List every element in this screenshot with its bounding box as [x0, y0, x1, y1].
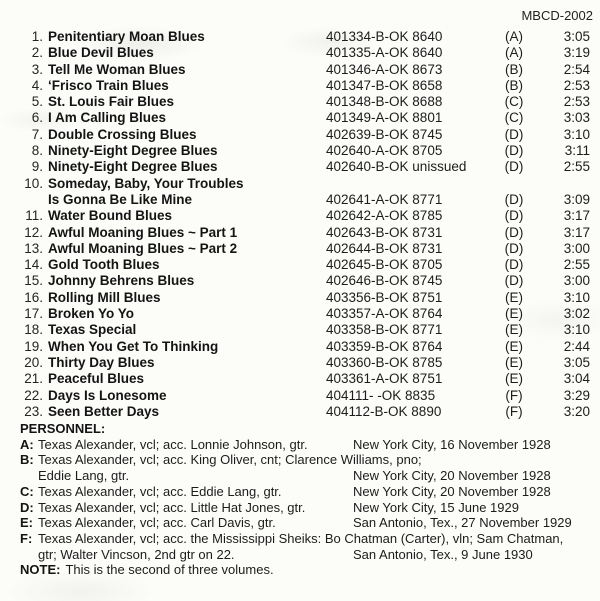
track-title: Days Is Lonesome [48, 387, 167, 403]
personnel-line [20, 531, 598, 547]
track-title-line1: Someday, Baby, Your Troubles [48, 175, 244, 191]
personnel-text: Texas Alexander, vcl; acc. the Mississippi Sheiks: Bo Chatman (Carter), vln; Sam Chatman, [38, 530, 564, 546]
track-duration: 2:54 [563, 61, 590, 77]
track-number: 11. [25, 208, 43, 224]
personnel-section [20, 421, 598, 578]
track-matrix-number: 402640-B-OK unissued [326, 159, 467, 175]
track-title [43, 176, 326, 209]
track-title: Double Crossing Blues [48, 126, 197, 142]
personnel-text: Eddie Lang, gtr. [38, 468, 130, 484]
personnel-line [20, 437, 598, 453]
track-title: Ninety-Eight Degree Blues [48, 143, 218, 159]
track-row [0, 78, 590, 94]
track-number: 16. [24, 289, 43, 305]
track-session-letter: (B) [505, 77, 523, 93]
personnel-line [20, 500, 598, 516]
track-title: Peaceful Blues [48, 371, 145, 387]
track-duration: 3:00 [563, 273, 590, 289]
track-matrix-number: 403358-B-OK 8771 [326, 322, 443, 338]
track-duration: 3:00 [563, 240, 590, 256]
track-duration: 3:11 [564, 143, 590, 159]
personnel-line [20, 452, 598, 468]
track-number: 3. [31, 61, 43, 77]
track-duration: 2:53 [563, 94, 590, 110]
track-duration: 3:17 [563, 208, 590, 224]
track-number: 6. [31, 110, 43, 126]
track-number: 18. [24, 322, 43, 338]
track-number: 5. [31, 94, 43, 110]
track-session-letter: (D) [504, 159, 524, 175]
session-date: San Antonio, Tex., 9 June 1930 [353, 546, 533, 562]
track-number: 2. [31, 45, 43, 61]
personnel-line [20, 484, 598, 500]
personnel-heading: PERSONNEL: [20, 421, 106, 436]
track-duration: 3:10 [563, 322, 590, 338]
track-matrix-number: 402646-B-OK 8745 [326, 273, 443, 289]
track-title: ‘Frisco Train Blues [48, 77, 169, 93]
session-letter-label: F: [20, 530, 33, 546]
track-duration: 3:17 [563, 224, 590, 240]
track-row [0, 371, 590, 387]
personnel-text: Texas Alexander, vcl; acc. Lonnie Johnson, gtr. [38, 436, 308, 452]
track-row [0, 257, 590, 273]
track-duration: 3:09 [563, 191, 590, 207]
track-session-letter: (E) [505, 371, 523, 387]
track-matrix-number: 403359-B-OK 8764 [326, 338, 443, 354]
track-number: 22. [24, 387, 43, 403]
personnel-entries [20, 437, 598, 563]
track-session-letter: (E) [505, 306, 523, 322]
track-row [0, 273, 590, 289]
track-duration: 3:29 [563, 387, 590, 403]
track-number: 21. [24, 371, 43, 387]
track-session-letter: (E) [505, 322, 523, 338]
track-row [0, 355, 590, 371]
track-title-line2: Is Gonna Be Like Mine [48, 191, 193, 207]
track-duration: 2:55 [563, 257, 590, 273]
track-title: St. Louis Fair Blues [48, 94, 175, 110]
session-letter-label: D: [20, 499, 34, 515]
track-row [0, 306, 590, 322]
track-row [0, 225, 590, 241]
track-matrix-number: 402644-B-OK 8731 [326, 240, 443, 256]
track-duration: 2:53 [563, 77, 590, 93]
session-date: New York City, 16 November 1928 [353, 436, 551, 452]
track-matrix-number: 403356-B-OK 8751 [326, 289, 443, 305]
catalog-number: MBCD-2002 [521, 8, 593, 23]
track-session-letter: (B) [505, 61, 523, 77]
track-title: Gold Tooth Blues [48, 257, 160, 273]
track-matrix-number: 403361-A-OK 8751 [326, 371, 443, 387]
track-number: 1. [31, 29, 43, 44]
track-row [0, 388, 590, 404]
track-matrix-number: 401335-A-OK 8640 [326, 45, 443, 61]
track-matrix-number: 401349-A-OK 8801 [326, 110, 443, 126]
track-session-letter: (F) [505, 387, 523, 403]
track-session-letter: (D) [504, 126, 524, 142]
track-title: Seen Better Days [48, 403, 160, 419]
track-duration: 3:10 [563, 126, 590, 142]
track-duration: 3:05 [563, 354, 590, 370]
track-title: Johnny Behrens Blues [48, 273, 195, 289]
track-matrix-number: 402643-B-OK 8731 [326, 224, 443, 240]
track-number: 7. [31, 126, 43, 142]
track-duration: 2:55 [563, 159, 590, 175]
track-title: Water Bound Blues [48, 208, 173, 224]
track-duration: 3:05 [563, 29, 590, 44]
track-number: 20. [24, 354, 43, 370]
session-letter-label: E: [20, 515, 33, 531]
track-row [0, 159, 590, 175]
track-session-letter: (D) [504, 208, 524, 224]
track-session-letter: (E) [505, 338, 523, 354]
track-title: Rolling Mill Blues [48, 289, 161, 305]
track-row [0, 322, 590, 338]
note-line [20, 562, 598, 578]
track-number: 4. [31, 77, 43, 93]
track-duration: 3:02 [563, 306, 590, 322]
track-matrix-number: 403357-A-OK 8764 [326, 306, 443, 322]
track-row [0, 404, 590, 420]
track-matrix-number: 404111- -OK 8835 [326, 387, 436, 403]
track-session-letter: (E) [505, 354, 523, 370]
track-row [0, 94, 590, 110]
track-session-letter: (D) [504, 143, 524, 159]
track-title: Penitentiary Moan Blues [48, 29, 205, 44]
track-session-letter: (E) [505, 289, 523, 305]
track-matrix-number: 402645-B-OK 8705 [326, 257, 443, 273]
personnel-text: Texas Alexander, vcl; acc. Little Hat Jones, gtr. [38, 499, 306, 515]
track-title: Tell Me Woman Blues [48, 61, 186, 77]
track-session-letter: (D) [504, 273, 524, 289]
track-duration: 3:10 [563, 289, 590, 305]
track-row [0, 29, 590, 45]
track-number: 23. [24, 403, 43, 419]
track-number: 14. [24, 257, 43, 273]
track-number: 15. [24, 273, 43, 289]
track-row [0, 176, 590, 209]
track-matrix-number: 401347-B-OK 8658 [326, 77, 443, 93]
note-label: NOTE: [20, 562, 61, 578]
track-title: Broken Yo Yo [48, 306, 135, 322]
personnel-line [20, 468, 598, 484]
personnel-line [20, 515, 598, 531]
track-title: I Am Calling Blues [48, 110, 167, 126]
track-row [0, 127, 590, 143]
track-title: Blue Devil Blues [48, 45, 154, 61]
personnel-text: Texas Alexander, vcl; acc. Eddie Lang, gtr. [38, 483, 282, 499]
track-number: 9. [31, 159, 43, 175]
track-matrix-number: 404112-B-OK 8890 [326, 403, 442, 419]
track-number: 8. [31, 143, 43, 159]
track-title: Awful Moaning Blues ~ Part 2 [48, 240, 238, 256]
track-session-letter: (F) [505, 403, 523, 419]
track-row [0, 290, 590, 306]
personnel-line [20, 547, 598, 563]
track-number: 19. [24, 338, 43, 354]
track-session-letter: (D) [504, 257, 524, 273]
track-number: 17. [24, 306, 43, 322]
personnel-text: Texas Alexander, vcl; acc. Carl Davis, gtr. [38, 515, 276, 531]
session-date: New York City, 15 June 1929 [353, 499, 519, 515]
track-session-letter: (A) [505, 29, 523, 44]
track-session-letter: (C) [504, 94, 524, 110]
track-matrix-number: 401348-B-OK 8688 [326, 94, 443, 110]
personnel-text: Texas Alexander, vcl; acc. King Oliver, cnt; Clarence Williams, pno; [38, 452, 422, 468]
track-title: Texas Special [48, 322, 137, 338]
track-session-letter: (C) [504, 110, 524, 126]
personnel-text: gtr; Walter Vincson, 2nd gtr on 22. [38, 546, 235, 562]
note-text: This is the second of three volumes. [65, 562, 274, 578]
track-matrix-number: 402642-A-OK 8785 [326, 208, 443, 224]
track-number: 10. [24, 175, 43, 191]
track-row [0, 241, 590, 257]
track-session-letter: (D) [504, 224, 524, 240]
track-title: When You Get To Thinking [48, 338, 219, 354]
session-date: San Antonio, Tex., 27 November 1929 [353, 515, 572, 531]
track-matrix-number: 403360-B-OK 8785 [326, 354, 443, 370]
track-duration: 3:20 [563, 403, 590, 419]
track-row [0, 62, 590, 78]
track-duration: 3:03 [563, 110, 590, 126]
track-list [0, 29, 590, 420]
track-number: 13. [24, 240, 43, 256]
track-title: Awful Moaning Blues ~ Part 1 [48, 224, 238, 240]
session-date: New York City, 20 November 1928 [353, 483, 551, 499]
track-matrix-number: 401334-B-OK 8640 [326, 29, 443, 44]
track-duration: 3:04 [563, 371, 590, 387]
track-row [0, 143, 590, 159]
track-title: Ninety-Eight Degree Blues [48, 159, 218, 175]
track-row [0, 339, 590, 355]
session-letter-label: A: [20, 436, 34, 452]
track-session-letter: (A) [505, 45, 523, 61]
track-row [0, 208, 590, 224]
track-matrix-number: 402640-A-OK 8705 [326, 143, 443, 159]
session-letter-label: B: [20, 452, 34, 468]
session-date: New York City, 20 November 1928 [353, 468, 551, 484]
session-letter-label: C: [20, 483, 34, 499]
track-session-letter: (D) [504, 191, 524, 207]
track-row [0, 45, 590, 61]
track-matrix-number: 401346-A-OK 8673 [326, 61, 443, 77]
track-number: 12. [24, 224, 43, 240]
track-title: Thirty Day Blues [48, 354, 155, 370]
track-matrix-number: 402641-A-OK 8771 [326, 191, 443, 207]
track-session-letter: (D) [504, 240, 524, 256]
track-row [0, 110, 590, 126]
track-duration: 2:44 [563, 338, 590, 354]
track-matrix-number: 402639-B-OK 8745 [326, 126, 443, 142]
track-duration: 3:19 [563, 45, 590, 61]
